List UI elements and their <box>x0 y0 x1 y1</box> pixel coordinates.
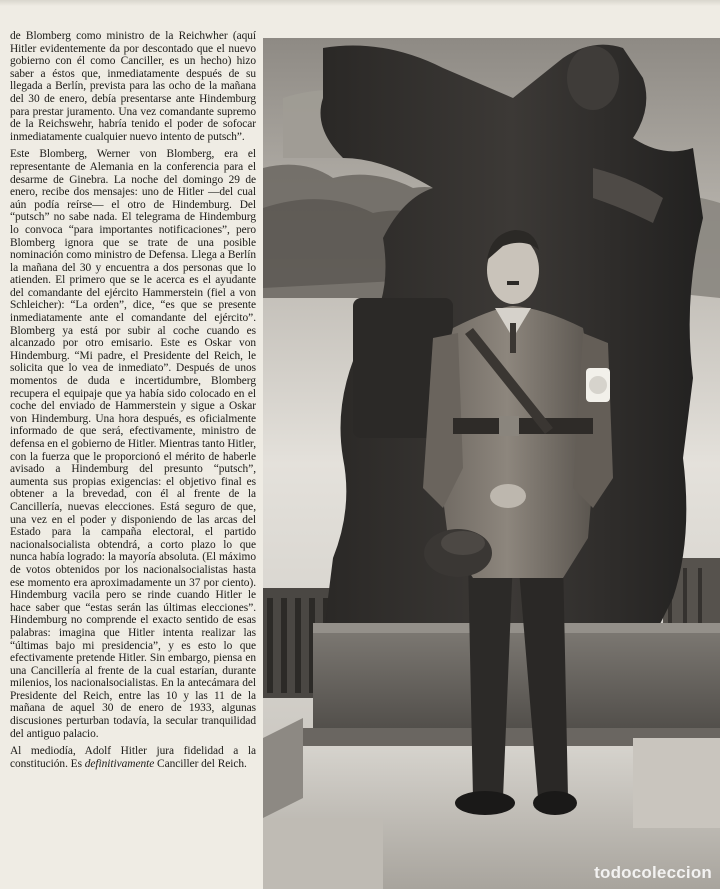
historical-photograph <box>263 38 720 889</box>
paragraph-1-text: de Blomberg como ministro de la Reichwher (aquí Hitler evidentemente da por descontado que el nuevo gobierno con él como Canciller, es un hecho) hizo saber a éstos que, inmediatamente después de su llegada a Berlín, prevista para las ocho de la mañana del 30 de enero, debía presentarse ante Hindemburg para prestar juramento. Una vez comandante supremo de la Reichswehr, habría tenido el poder de sofocar inmediatamente cualquier nuevo intento de putsch”. <box>10 30 256 143</box>
paragraph-2-text: Este Blomberg, Werner von Blomberg, era el representante de Alemania en la conferencia para el desarme de Ginebra. La noche del domingo 29 de enero, recibe dos mensajes: uno de Hitler —del cual aún podía reírse— el otro de Hindemburg. Del “putsch” no sabe nada. El telegrama de Hindemburg lo convoca “para importantes notificaciones”, pero Blomberg ignora que se trate de una posible nominación como ministro de Defensa. Llega a Berlín la mañana del 30 y encuentra a dos personas que lo atienden. El primero que se le acerca es el ayudante del comandante del ejército Hammerstein (fiel a von Schleicher): “La orden”, dice, “es que se presente inmediatamente ante el comandante del ejército”. Blomberg ya está por subir al coche cuando es alcanzado por otro emisario. Este es Oskar von Hindemburg. “Mi padre, el Presidente del Reich, le solicita que lo vea de inmediato”. Después de unos momentos de duda e incertidumbre, Blomberg recupera el equipaje que ya había sido colocado en el coche del enviado de Hammerstein y sigue a Oskar von Hindemburg. Una hora después, es oficialmente informado de que será, efectivamente, ministro de defensa en el gobierno de Hitler. Mientras tanto Hitler, con la fuerza que le proporcionó el mérito de haberle avisado a Hindemburg del presunto “putsch”, aumenta sus propias exigencias: el objetivo final es obtener a la brevedad, con él al frente de la Cancillería, nuevas elecciones. Está seguro de que, una vez en el poder y disponiendo de las arcas del Estado para la campaña electoral, el partido nacionalsocialista obtendrá, a corto plazo lo que nunca había logrado: la mayoría absoluta. (El máximo de votos obtenidos por los nacionalsocialistas hasta ese momento era aproximadamente un 37 por ciento). Hindemburg vacila pero se rinde cuando Hitler le hace saber que “estas serán las últimas elecciones”. Hindemburg no comprende el exacto sentido de esas palabras: imagina que Hitler intenta realizar las “últimas bajo mi presidencia”, y es esto lo que efectivamente pretende Hitler. Sin embargo, piensa en una Cancillería al frente de la cual estarían, durante milenios, los nacionalsocialistas. En la antecámara del Presidente del Reich, entre las 10 y las 11 de la mañana de aquel 30 de enero de 1933, algunas discusiones perturban todavía, la secular tranquilidad del antiguo palacio. <box>10 148 256 740</box>
paragraph-3-text-a: Al mediodía, Adolf Hitler jura fidelidad a la constitución. Es <box>10 745 256 770</box>
watermark: todocoleccion <box>594 863 712 882</box>
paragraph-3-text-b: Canciller del Reich. <box>154 757 247 770</box>
paragraph-2 <box>10 148 256 740</box>
paragraph-3 <box>10 745 256 770</box>
photograph-illustration <box>263 38 720 889</box>
stone-pedestal <box>303 623 720 748</box>
paragraph-1 <box>10 30 256 143</box>
page-top-edge <box>0 0 720 6</box>
article-text-column <box>10 30 256 885</box>
paragraph-3-emphasis: definitivamente <box>84 757 155 770</box>
